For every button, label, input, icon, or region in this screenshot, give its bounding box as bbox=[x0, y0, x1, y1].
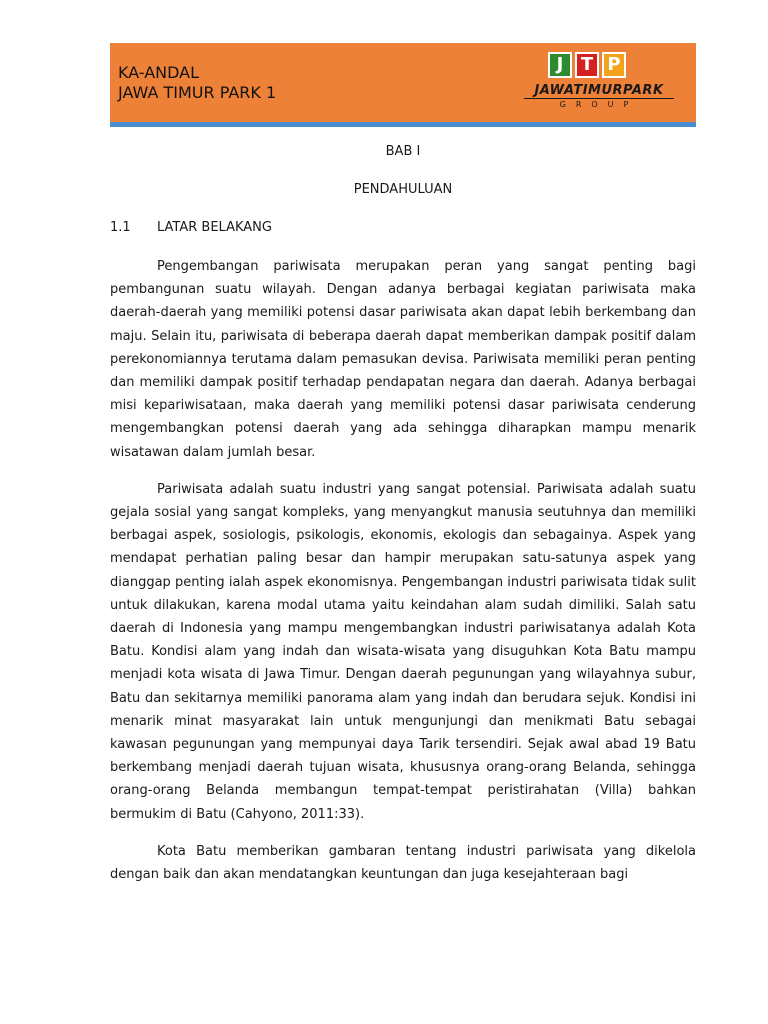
jtp-logo bbox=[520, 52, 678, 114]
paragraph: Pariwisata adalah suatu industri yang sangat potensial. Pariwisata adalah suatu gejala sosial yang sangat kompleks, yang menyangkut manusia seutuhnya dan memiliki berbagai aspek, sosiologis, psikologis, ekonomis, ekologis dan sebagainya. Aspek yang mendapat perhatian paling besar dan hampir merupakan satu-satunya aspek yang dianggap penting ialah aspek ekonomisnya. Pengembangan industri pariwisata tidak sulit untuk dilakukan, karena modal utama yaitu keindahan alam sudah dimiliki. Salah satu daerah di Indonesia yang mampu mengembangkan industri pariwisatanya adalah Kota Batu. Kondisi alam yang indah dan wisata-wisata yang disuguhkan Kota Batu mampu menjadi kota wisata di Jawa Timur. Dengan daerah pegunungan yang wilayahnya subur, Batu dan sekitarnya memiliki panorama alam yang indah dan berudara sejuk. Kondisi ini menarik minat masyarakat lain untuk mengunjungi dan menikmati Batu sebagai kawasan pegunungan yang mempunyai daya Tarik tersendiri. Sejak awal abad 19 Batu berkembang menjadi daerah tujuan wisata, khususnya orang-orang Belanda, sehingga orang-orang Belanda membangun tempat-tempat peristirahatan (Villa) bahkan bermukim di Batu (Cahyono, 2011:33). bbox=[110, 481, 696, 822]
logo-letter-t: T bbox=[575, 52, 599, 78]
logo-wordmark: JAWATIMURPARK bbox=[534, 83, 664, 98]
logo-letter-j: J bbox=[548, 52, 572, 78]
section-title: LATAR BELAKANG bbox=[157, 220, 272, 235]
paragraph: Kota Batu memberikan gambaran tentang industri pariwisata yang dikelola dengan baik dan akan mendatangkan keuntungan dan juga kesejahteraan bagi bbox=[110, 843, 696, 883]
chapter-title: PENDAHULUAN bbox=[353, 182, 453, 197]
header-title-line-1: KA-ANDAL bbox=[118, 63, 200, 82]
header-divider bbox=[110, 122, 696, 127]
header-title bbox=[118, 63, 276, 103]
section-heading bbox=[110, 217, 696, 239]
paragraph: Pengembangan pariwisata merupakan peran yang sangat penting bagi pembangunan suatu wilayah. Dengan adanya berbagai kegiatan pariwisata maka daerah-daerah yang memiliki potensi dasar pariwisata akan dapat lebih berkembang dan maju. Selain itu, pariwisata di beberapa daerah dapat memberikan dampak positif dalam perekonomiannya terutama dalam pemasukan devisa. Pariwisata memiliki peran penting dan memiliki dampak positif terhadap pendapatan negara dan daerah. Adanya berbagai misi kepariwisataan, maka daerah yang memiliki potensi dasar pariwisata cenderung mengembangkan potensi daerah yang ada sehingga diharapkan mampu menarik wisatawan dalam jumlah besar. bbox=[110, 259, 696, 460]
section-number: 1.1 bbox=[110, 220, 131, 235]
logo-letter-p: P bbox=[602, 52, 626, 78]
chapter-label: BAB I bbox=[385, 144, 421, 159]
logo-letter-boxes bbox=[540, 52, 660, 82]
document-body bbox=[110, 140, 696, 886]
document-header bbox=[110, 43, 696, 122]
header-title-line-2: JAWA TIMUR PARK 1 bbox=[118, 83, 277, 102]
logo-group-text: GROUP bbox=[559, 100, 639, 109]
